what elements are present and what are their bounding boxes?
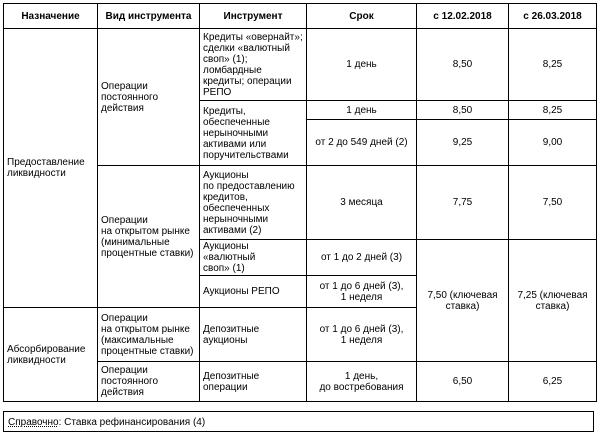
note-text: : Ставка рефинансирования (4) <box>58 417 206 428</box>
kind-open-market-max: Операции на открытом рынке (максимальные процентные ставки) <box>98 308 200 362</box>
instrument-cell: Депозитные аукционы <box>200 308 307 362</box>
rates-table <box>3 3 597 402</box>
header-date1: с 12.02.2018 <box>417 4 509 29</box>
rate-cell: 6,50 <box>417 362 509 402</box>
term-cell: 1 день <box>307 29 417 101</box>
note-label: Справочно <box>8 417 59 428</box>
rate-cell: 8,50 <box>417 101 509 120</box>
header-instrument: Инструмент <box>200 4 307 29</box>
kind-standing-abs: Операции постоянного действия <box>98 362 200 402</box>
group-provision: Предоставление ликвидности <box>4 29 98 308</box>
key-rate-cell: 7,50 (ключевая ставка) <box>417 240 509 362</box>
rate-cell: 8,25 <box>509 29 597 101</box>
kind-standing: Операции постоянного действия <box>98 29 200 166</box>
rate-cell: 6,25 <box>509 362 597 402</box>
instrument-cell: Аукционы по предоставлению кредитов, обеспеченных нерыночными активами (2) <box>200 166 307 240</box>
instrument-cell: Депозитные операции <box>200 362 307 402</box>
reference-note <box>3 411 594 432</box>
instrument-cell: Кредиты «овернайт»; сделки «валютный своп» (1); ломбардные кредиты; операции РЕПО <box>200 29 307 101</box>
rate-cell: 9,25 <box>417 120 509 166</box>
group-absorption: Абсорбирование ликвидности <box>4 308 98 402</box>
rate-cell: 7,75 <box>417 166 509 240</box>
rate-cell: 8,50 <box>417 29 509 101</box>
header-date2: с 26.03.2018 <box>509 4 597 29</box>
header-row <box>4 4 597 29</box>
term-cell: от 1 до 6 дней (3), 1 неделя <box>307 308 417 362</box>
rate-cell: 7,50 <box>509 166 597 240</box>
rate-cell: 9,00 <box>509 120 597 166</box>
kind-open-market-min: Операции на открытом рынке (минимальные процентные ставки) <box>98 166 200 308</box>
term-cell: 3 месяца <box>307 166 417 240</box>
term-cell: 1 день <box>307 101 417 120</box>
header-term: Срок <box>307 4 417 29</box>
term-cell: от 2 до 549 дней (2) <box>307 120 417 166</box>
instrument-cell: Кредиты, обеспеченные нерыночными активами или поручительствами <box>200 101 307 166</box>
term-cell: от 1 до 2 дней (3) <box>307 240 417 276</box>
header-kind: Вид инструмента <box>98 4 200 29</box>
key-rate-cell: 7,25 (ключевая ставка) <box>509 240 597 362</box>
table-row <box>4 29 597 101</box>
term-cell: от 1 до 6 дней (3), 1 неделя <box>307 276 417 308</box>
rate-cell: 8,25 <box>509 101 597 120</box>
instrument-cell: Аукционы «валютный своп» (1) <box>200 240 307 276</box>
term-cell: 1 день, до востребования <box>307 362 417 402</box>
instrument-cell: Аукционы РЕПО <box>200 276 307 308</box>
header-purpose: Назначение <box>4 4 98 29</box>
